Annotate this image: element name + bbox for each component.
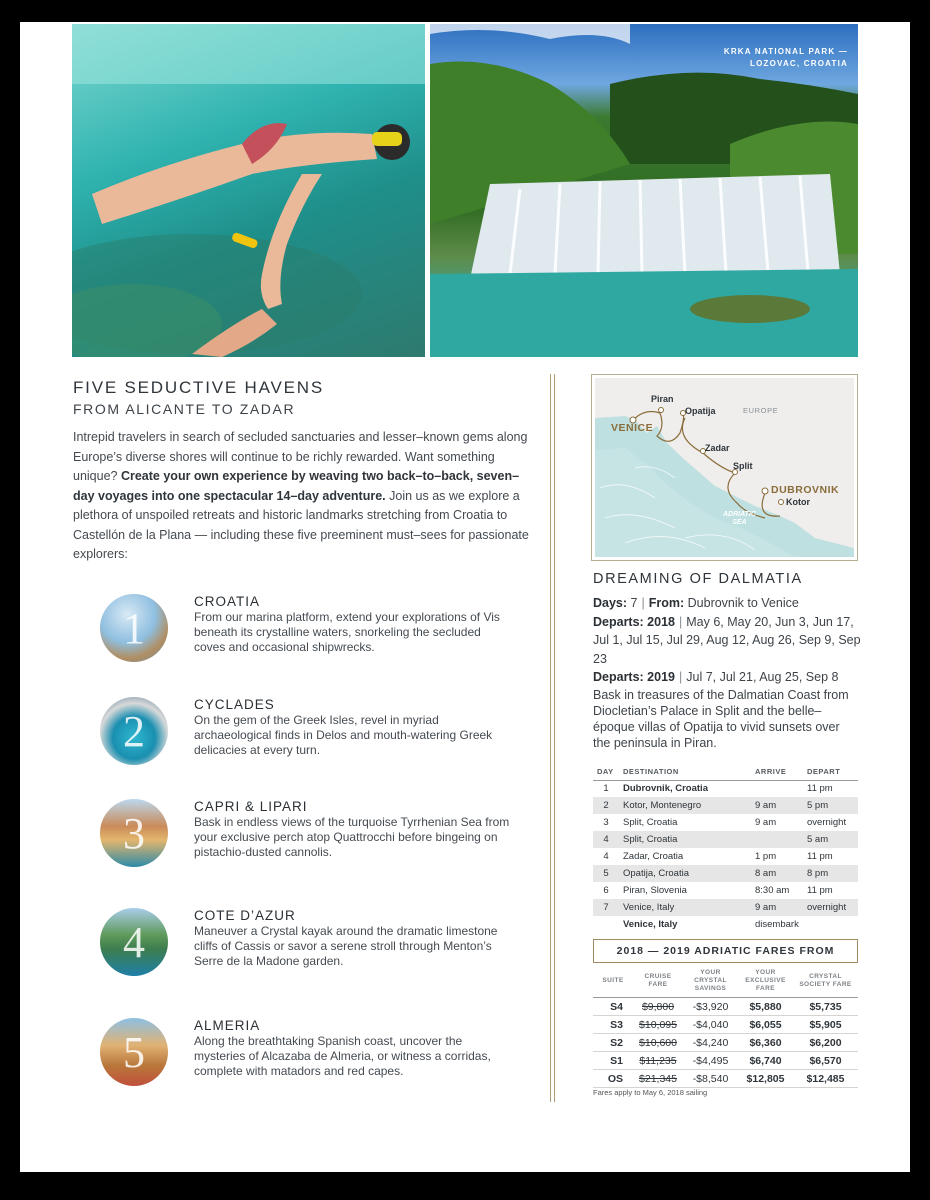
map-label-zadar: Zadar: [705, 443, 730, 453]
itinerary-row: [593, 831, 858, 848]
fare-exclusive: $12,805: [746, 1072, 785, 1085]
subhead: FROM ALICANTE TO ZADAR: [73, 401, 296, 417]
fare-society: $6,570: [809, 1054, 842, 1067]
map-label-piran: Piran: [651, 394, 674, 404]
itinerary-row: [593, 814, 858, 831]
fares-row: [593, 998, 858, 1016]
fare-savings: -$3,920: [692, 1000, 729, 1013]
itinerary-day: 3: [603, 817, 609, 828]
itinerary-day: 4: [603, 851, 609, 862]
itinerary-arrive: 9 am: [751, 797, 803, 814]
itinerary-header: DAY: [593, 764, 619, 780]
separator: |: [679, 614, 683, 629]
itinerary-header: DEPART: [803, 764, 858, 780]
itinerary-row: [593, 797, 858, 814]
fares-row: [593, 1052, 858, 1070]
itinerary-row: [593, 916, 858, 933]
itinerary-arrive: [751, 780, 803, 797]
intro-text: Intrepid travelers in search of secluded sanctuaries and lesser–known gems along Europe’s diverse shores will continue to be richly rewarded. Want something unique?: [73, 430, 528, 483]
itinerary-depart: 5 am: [803, 831, 858, 848]
itinerary-depart: overnight: [807, 817, 847, 828]
fare-cruise: $9,800: [641, 1000, 675, 1013]
intro-emphasis: Create your own experience by weaving two back–to–back, seven–day voyages into one spectacular 14–day adventure.: [73, 469, 520, 503]
fare-society: $12,485: [806, 1072, 845, 1085]
itinerary-destination: Piran, Slovenia: [623, 885, 687, 896]
itinerary-depart: 11 pm: [807, 851, 833, 862]
map-label-dubrovnik: DUBROVNIK: [771, 484, 840, 496]
map-label-split: Split: [733, 461, 753, 471]
map-canvas: [595, 378, 854, 557]
voyage-departs-2018: [593, 613, 863, 669]
itinerary-destination: Kotor, Montenegro: [619, 797, 751, 814]
fare-suite: S1: [610, 1054, 623, 1067]
haven-cyclades: [100, 697, 540, 767]
fares-header: YOUR EXCLUSIVE FARE: [738, 967, 793, 998]
from-value: Dubrovnik to Venice: [687, 596, 799, 610]
fare-savings: -$4,495: [692, 1054, 729, 1067]
itinerary-destination: Zadar, Croatia: [623, 851, 684, 862]
itinerary-depart: 8 pm: [803, 865, 858, 882]
fare-suite: OS: [607, 1072, 623, 1085]
haven-number: 1: [123, 603, 145, 653]
sea-label-line: SEA: [732, 519, 747, 526]
map-label-venice: VENICE: [611, 422, 654, 434]
itinerary-depart: overnight: [803, 899, 858, 916]
itinerary-row: [593, 899, 858, 916]
haven-number: 5: [123, 1027, 145, 1077]
from-label: From:: [648, 596, 685, 610]
haven-text: On the gem of the Greek Isles, revel in myriad archaeological finds in Delos and mouth-watering Greek delicacies at every turn.: [194, 713, 493, 757]
itinerary-day: 2: [593, 797, 619, 814]
sea-label-line: ADRIATIC: [723, 511, 756, 518]
itinerary-header-row: [593, 764, 858, 780]
fares-body: [593, 998, 858, 1088]
haven-text: Maneuver a Crystal kayak around the dramatic limestone cliffs of Cassis or savor a serene stroll through Menton’s Serre de la Madone garden.: [194, 924, 498, 968]
fare-exclusive: $5,880: [749, 1000, 782, 1013]
haven-text: Along the breathtaking Spanish coast, uncover the mysteries of Alcazaba de Almeria, or witness a corridas, complete with matadors and red capes.: [194, 1034, 491, 1078]
route-map: [591, 374, 858, 561]
itinerary-arrive: [751, 831, 803, 848]
itinerary-arrive: 8 am: [751, 865, 803, 882]
voyage-days-row: [593, 594, 863, 613]
haven-title: ALMERIA: [194, 1018, 261, 1033]
headline: FIVE SEDUCTIVE HAVENS: [73, 378, 324, 397]
haven-image-almeria: [100, 1018, 168, 1086]
haven-title: COTE D’AZUR: [194, 908, 296, 923]
fare-suite: S2: [610, 1036, 623, 1049]
fares-header-row: [593, 967, 858, 998]
intro-paragraph: [73, 428, 538, 565]
itinerary-day: 5: [593, 865, 619, 882]
caption-line: KRKA NATIONAL PARK —: [723, 47, 848, 56]
departs-2018-label: Departs: 2018: [593, 614, 675, 629]
itinerary-destination: Opatija, Croatia: [619, 865, 751, 882]
haven-almeria: [100, 1018, 540, 1088]
itinerary-header: DESTINATION: [619, 764, 751, 780]
itinerary-row: [593, 882, 858, 899]
map-label-adriatic-sea: [723, 511, 756, 527]
haven-image-cote-dazur: [100, 908, 168, 976]
itinerary-destination: Split, Croatia: [619, 831, 751, 848]
fare-exclusive: $6,360: [749, 1036, 782, 1049]
itinerary-row: [593, 848, 858, 865]
fare-savings: -$4,240: [692, 1036, 729, 1049]
fare-cruise: $21,345: [639, 1072, 677, 1085]
voyage-title: DREAMING OF DALMATIA: [593, 571, 803, 587]
fare-savings: -$8,540: [692, 1072, 729, 1085]
itinerary-day: 7: [593, 899, 619, 916]
fares-note: Fares apply to May 6, 2018 sailing: [593, 1088, 708, 1097]
itinerary-day: 6: [603, 885, 609, 896]
departs-2018-dates: May 6, May 20, Jun 3, Jun 17, Jul 1, Jul 15, Jul 29, Aug 12, Aug 26, Sep 9, Sep 23: [593, 614, 861, 666]
haven-title: CROATIA: [194, 594, 261, 609]
departs-2019-dates: Jul 7, Jul 21, Aug 25, Sep 8: [686, 670, 839, 684]
haven-text: From our marina platform, extend your explorations of Vis beneath its crystalline waters, snorkeling the secluded coves and occasional shipwrecks.: [194, 610, 500, 654]
fare-cruise: $10,095: [639, 1018, 677, 1031]
itinerary-destination: Dubrovnik, Croatia: [623, 783, 708, 795]
itinerary-arrive: 8:30 am: [755, 885, 790, 896]
itinerary-table: [593, 764, 858, 933]
itinerary-header: ARRIVE: [751, 764, 803, 780]
separator: |: [641, 596, 645, 610]
fare-suite: S4: [610, 1000, 623, 1013]
itinerary-arrive: 1 pm: [755, 851, 777, 862]
fare-exclusive: $6,055: [749, 1018, 782, 1031]
itinerary-destination: Split, Croatia: [623, 817, 678, 828]
voyage-description: Bask in treasures of the Dalmatian Coast from Diocletian’s Palace in Split and the belle–époque villas of Opatija to vivid sunsets over the peninsula in Piran.: [593, 688, 849, 750]
fares-header: CRYSTAL SOCIETY FARE: [793, 967, 858, 998]
voyage-info: [593, 594, 863, 687]
fare-society: $6,200: [809, 1036, 842, 1049]
itinerary-depart: 5 pm: [803, 797, 858, 814]
fare-cruise: $10,600: [639, 1036, 677, 1049]
haven-image-cyclades: [100, 697, 168, 765]
separator: |: [679, 670, 683, 684]
intro-text: Join us as we explore a plethora of unspoiled retreats and historic landmarks stretching from Croatia to Castellón de la Plana — including these five preeminent must–sees for passionate explorers:: [73, 488, 529, 561]
photo-caption: [724, 46, 848, 70]
itinerary-arrive: 9 am: [755, 817, 777, 828]
itinerary-destination: Venice, Italy: [623, 919, 678, 930]
fares-header: YOUR CRYSTAL SAVINGS: [683, 967, 738, 998]
itinerary-day: [593, 916, 619, 933]
map-label-europe: EUROPE: [743, 406, 779, 415]
itinerary-depart: 11 pm: [807, 783, 833, 795]
departs-2019-label: Departs: 2019: [593, 670, 675, 684]
fares-header: SUITE: [593, 967, 633, 998]
itinerary-row: [593, 865, 858, 882]
fares-table: [593, 967, 858, 1088]
itinerary-day: 4: [593, 831, 619, 848]
days-label: Days:: [593, 596, 628, 610]
caption-line: LOZOVAC, CROATIA: [749, 59, 848, 68]
brochure-page: [20, 22, 910, 1172]
itinerary-row: [593, 780, 858, 797]
itinerary-depart: [803, 916, 858, 933]
itinerary-destination: Venice, Italy: [619, 899, 751, 916]
waterfall-photo: [430, 24, 858, 357]
itinerary-arrive: disembark: [755, 919, 799, 930]
itinerary-body: [593, 780, 858, 933]
haven-title: CYCLADES: [194, 697, 275, 712]
map-label-opatija: Opatija: [685, 406, 716, 416]
fares-row: [593, 1070, 858, 1088]
haven-cote-dazur: [100, 908, 540, 978]
haven-image-capri: [100, 799, 168, 867]
haven-text: Bask in endless views of the turquoise Tyrrhenian Sea from your exclusive perch atop Quattrocchi before bingeing on pistachio-dusted cannolis.: [194, 815, 510, 859]
fares-title: 2018 — 2019 ADRIATIC FARES FROM: [593, 939, 858, 963]
haven-croatia: [100, 594, 540, 664]
haven-image-croatia: [100, 594, 168, 662]
map-label-kotor: Kotor: [786, 497, 810, 507]
fares-header: CRUISE FARE: [633, 967, 683, 998]
fares-row: [593, 1034, 858, 1052]
snorkeler-photo: [72, 24, 425, 357]
fares-row: [593, 1016, 858, 1034]
haven-title: CAPRI & LIPARI: [194, 799, 308, 814]
fare-savings: -$4,040: [692, 1018, 729, 1031]
fare-society: $5,905: [809, 1018, 842, 1031]
itinerary-day: 1: [603, 783, 609, 795]
days-value: 7: [630, 596, 638, 610]
fare-suite: S3: [610, 1018, 623, 1031]
fare-society: $5,735: [809, 1000, 842, 1013]
haven-number: 2: [123, 706, 145, 756]
column-divider: [550, 374, 555, 1102]
itinerary-arrive: 9 am: [751, 899, 803, 916]
itinerary-depart: 11 pm: [807, 885, 833, 896]
haven-number: 4: [123, 917, 145, 967]
haven-number: 3: [123, 808, 145, 858]
voyage-departs-2019: [593, 668, 863, 687]
fare-exclusive: $6,740: [749, 1054, 782, 1067]
fare-cruise: $11,235: [639, 1054, 677, 1067]
haven-capri-lipari: [100, 799, 540, 869]
